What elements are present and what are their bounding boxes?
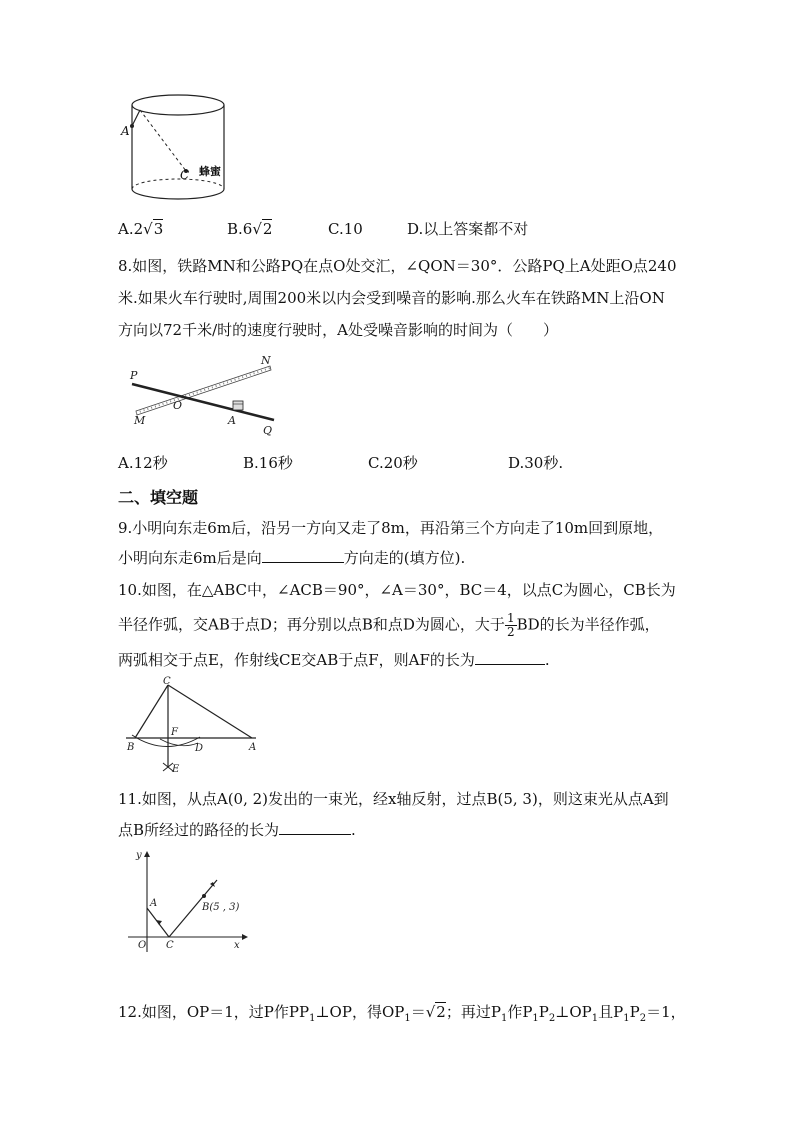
q8-line-2: 米.如果火车行驶时,周围200米以内会受到噪音的影响.那么火车在铁路MN上沿ON [118,289,665,307]
q11-line-2: 点B所经过的路径的长为 . [118,821,356,839]
q11-line-1: 11.如图，从点A(0, 2)发出的一束光，经x轴反射，过点B(5, 3)，则这束光从点A到 [118,790,669,808]
q7-fig-label-c: C [180,168,190,182]
q8-label-m: M [134,414,146,427]
q10-label-b: B [127,742,135,753]
q8-option-c: C.20秒 [368,454,418,472]
q8-label-a: A [228,414,236,427]
q10-triangle-figure [120,675,265,775]
q8-label-o: O [173,399,183,412]
q9-line-2: 小明向东走6m后是向 方向走的(填方位). [118,549,466,567]
q11-answer-blank[interactable] [279,820,351,835]
q11-label-a: A [150,898,158,909]
section-fill-in-title: 二、填空题 [118,488,199,507]
q10-label-c: C [163,676,171,687]
q11-label-x: x [234,940,240,951]
q10-line-3: 两弧相交于点E，作射线CE交AB于点F，则AF的长为 . [118,651,550,669]
q11-label-c: C [166,940,174,951]
q8-line-1: 8.如图，铁路MN和公路PQ在点O处交汇，∠QON＝30°．公路PQ上A处距O点240 [118,257,677,275]
q8-railway-figure [118,352,288,442]
q8-line-3: 方向以72千米/时的速度行驶时，A处受噪音影响的时间为（ ） [118,321,558,339]
q7-fig-label-honey: 蜂蜜 [199,165,221,178]
q10-label-a: A [249,742,257,753]
q7-option-c: C.10 [328,220,363,238]
q10-line-1: 10.如图，在△ABC中，∠ACB＝90°，∠A＝30°，BC＝4，以点C为圆心，CB长为 [118,581,676,599]
q9-line-1: 9.小明向东走6m后，沿另一方向又走了8m，再沿第三个方向走了10m回到原地， [118,519,664,537]
q7-option-d: D.以上答案都不对 [407,220,529,238]
q8-label-n: N [261,354,271,367]
q7-fig-label-a: A [121,124,130,138]
q11-label-b: B(5 , 3) [202,902,240,913]
q8-label-q: Q [263,424,273,437]
q11-label-o: O [138,940,147,951]
q10-answer-blank[interactable] [475,650,545,665]
q8-option-d: D.30秒. [508,454,564,472]
q8-option-a: A.12秒 [118,454,168,472]
q8-option-b: B.16秒 [243,454,293,472]
q12-line-1: 12.如图，OP＝1，过P作$PP_1\perp OP$，得$OP_1=√2$；再过$P_1$作$P_1P_2\perp OP_1$且$P_1P_2=1$， [118,1003,686,1024]
q7-option-b: B.6√2 [227,220,273,238]
q7-option-a: A.2√3 [118,220,164,238]
q9-answer-blank[interactable] [262,548,344,563]
q11-label-y: y [136,850,142,861]
q10-label-e: E [172,764,180,775]
q7-cylinder-figure [118,92,238,204]
q10-fraction-half: $\frac{1}{2}$ [506,611,515,639]
q10-label-f: F [171,727,178,738]
q11-coordinate-figure [122,848,252,958]
q10-label-d: D [195,743,204,754]
q10-line-2: 半径作弧，交AB于点D；再分别以点B和点D为圆心，大于 $\frac{1}{2}$ BD的长为半径作弧， [118,611,660,639]
q8-label-p: P [130,369,138,382]
